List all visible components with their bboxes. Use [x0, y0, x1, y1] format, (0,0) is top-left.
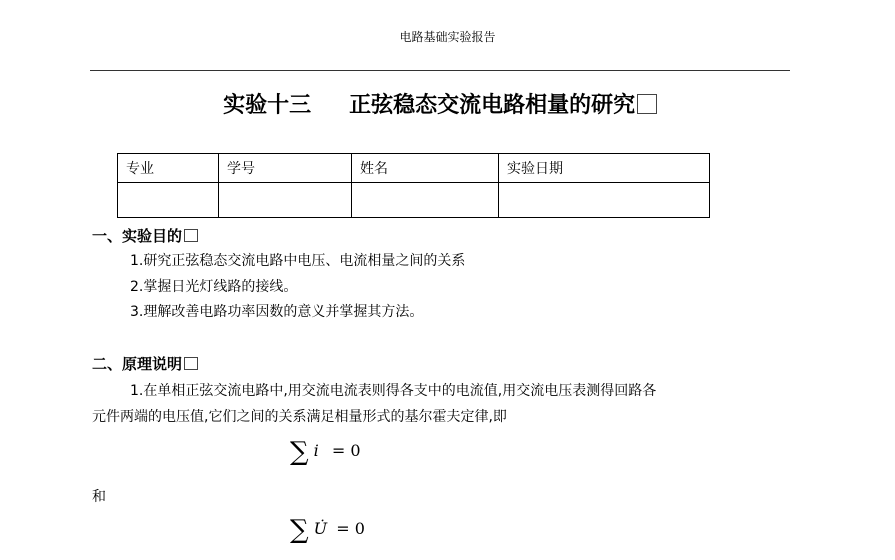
- principle-paragraph-line1: 1.在单相正弦交流电路中,用交流电流表则得各支中的电流值,用交流电压表测得回路各: [130, 383, 657, 399]
- page-header: 电路基础实验报告: [399, 30, 496, 44]
- objective-item: 1.研究正弦稳态交流电路中电压、电流相量之间的关系: [130, 253, 466, 269]
- value-cell-name[interactable]: [352, 183, 499, 218]
- equation-rhs: = 0: [331, 441, 361, 460]
- header-cell-student-id: 学号: [219, 154, 352, 183]
- student-info-table: [117, 153, 710, 218]
- document-title: [90, 88, 790, 119]
- missing-glyph-box: [184, 357, 198, 371]
- title-experiment-name: 正弦稳态交流电路相量的研究: [349, 93, 636, 118]
- header-cell-date: 实验日期: [499, 154, 710, 183]
- kcl-equation: [290, 437, 361, 467]
- header-cell-major: 专业: [118, 154, 219, 183]
- voltage-phasor-variable: U̇: [313, 519, 328, 538]
- section1-heading: [92, 225, 198, 246]
- kvl-equation: [290, 515, 365, 545]
- sum-symbol: ∑: [290, 437, 309, 467]
- section2-heading-text: 二、原理说明: [92, 355, 183, 373]
- header-cell-name: 姓名: [352, 154, 499, 183]
- missing-glyph-box: [184, 229, 198, 243]
- equation-rhs: = 0: [336, 519, 365, 538]
- current-variable: i: [313, 441, 319, 460]
- section2-heading: [92, 353, 198, 374]
- value-cell-date[interactable]: [499, 183, 710, 218]
- section1-heading-text: 一、实验目的: [92, 227, 183, 245]
- missing-glyph-box: [637, 94, 657, 114]
- objective-item: 3.理解改善电路功率因数的意义并掌握其方法。: [130, 304, 424, 320]
- principle-paragraph-line2: 元件两端的电压值,它们之间的关系满足相量形式的基尔霍夫定律,即: [92, 409, 507, 425]
- sum-symbol: ∑: [290, 515, 309, 545]
- objective-item: 2.掌握日光灯线路的接线。: [130, 279, 298, 295]
- connector-text: 和: [92, 489, 106, 505]
- title-experiment-number: 实验十三: [223, 93, 312, 118]
- value-cell-student-id[interactable]: [219, 183, 352, 218]
- header-rule: [90, 70, 790, 71]
- value-cell-major[interactable]: [118, 183, 219, 218]
